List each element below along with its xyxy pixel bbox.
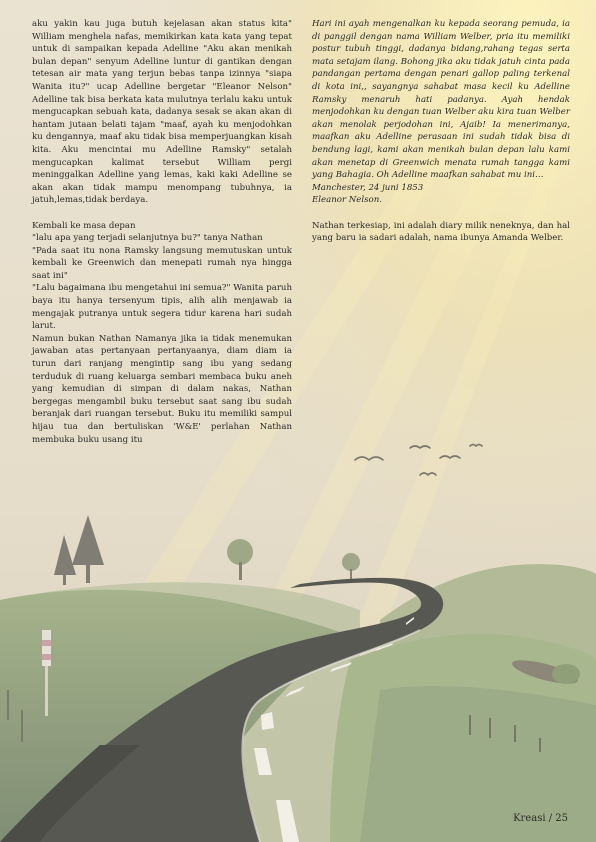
dialogue-paragraph: "Pada saat itu nona Ramsky langsung memutuskan untuk kembali ke Greenwich dan menepati rumah nya hingga saat ini" <box>32 245 292 281</box>
story-paragraph: aku yakin kau juga butuh kejelasan akan status kita" William menghela nafas, memikirkan kata kata yang tepat untuk di sampaikan kepada Adelline "Aku akan menikah bulan depan" senyum Adelline luntur di gantikan dengan tetesan air mata yang terjun bebas tanpa izinnya "siapa Wanita itu?" ucap Adelline bergetar "Eleanor Nelson" Adelline tak bisa berkata kata mulutnya terlalu kaku untuk mengucapkan sebuah kata, dadanya sesak se akan akan di hantam jutaan belati tajam "maaf, ayah ku menjodohkan ku dengannya, maaf aku tidak bisa memperjuangkan kisah kita. Aku mencintai mu Adelline Ramsky" setalah mengucapkan kalimat tersebut William pergi meninggalkan Adelline yang lemas, kaki kaki Adelline se akan akan tidak mampu menompang tubuhnya, ia jatuh,lemas,tidak berdaya. <box>32 19 292 206</box>
section-heading: Kembali ke masa depan <box>32 220 136 231</box>
story-paragraph: Namun bukan Nathan Namanya jika ia tidak menemukan jawaban atas pertanyaan pertanyaanya, diam diam ia turun dari ranjang mengintip sang ibu yang sedang terduduk di ruang keluarga sembari membaca buku aneh yang kemudian di simpan di dalam nakas, Nathan bergegas mengambil buku tersebut saat sang ibu sudah beranjak dari ruangan tersebut. Buku itu memiliki sampul hijau tua dan bertuliskan 'W&E' perlahan Nathan membuka buku usang itu <box>32 333 292 445</box>
closing-paragraph: Nathan terkesiap, ini adalah diary milik neneknya, dan hal yang baru ia sadari adalah, nama ibunya Amanda Welber. <box>312 220 570 244</box>
diary-entry: Hari ini ayah mengenalkan ku kepada seorang pemuda, ia di panggil dengan nama William Welber, pria itu memiliki postur tubuh tinggi, dadanya bidang,rahang tegas serta mata setajam ilang. Bohong jika aku tidak jatuh cinta pada pandangan pertama dengan penari gallop paling terkenal di kota ini,, sayangnya sahabat masa kecil ku Adelline Ramsky menaruh hati padanya. Ayah hendak menjodohkan ku dengan tuan Welber aku kira tuan Welber akan menolak perjodohan ini, Ajaib! Ia menerimanya, maafkan aku Adelline perasaan ini sudah tidak bisa di bendung lagi, kami akan menikah bulan depan lalu kami akan menetap di Greenwich menata rumah tangga kami yang Bahagia. Oh Adelline maafkan sahabat mu ini… <box>312 19 570 181</box>
right-text-column <box>312 18 570 245</box>
left-text-column <box>32 18 292 446</box>
dialogue-paragraph: "Lalu bagaimana ibu mengetahui ini semua?" Wanita paruh baya itu hanya tersenyum tipis, alih alih menjawab ia mengajak putranya untuk segera tidur karena hari sudah larut. <box>32 283 292 332</box>
diary-signature: Eleanor Nelson. <box>312 195 382 206</box>
page-number: Kreasi / 25 <box>513 813 568 824</box>
diary-place-date: Manchester, 24 juni 1853 <box>312 182 424 193</box>
dialogue-paragraph: "lalu apa yang terjadi selanjutnya bu?" tanya Nathan <box>32 233 263 244</box>
